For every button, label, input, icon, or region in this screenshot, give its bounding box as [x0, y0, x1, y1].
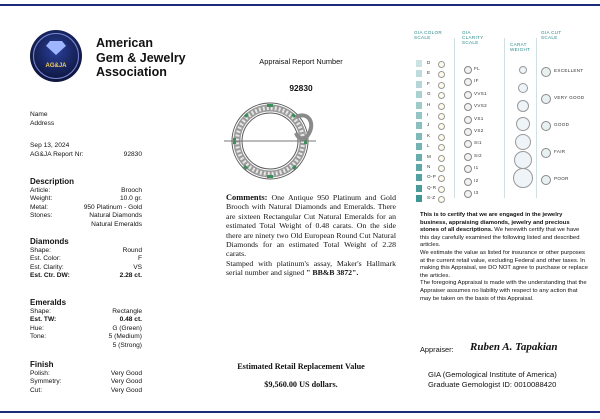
sep-color: [454, 38, 455, 198]
color-diamond-icon: [438, 82, 445, 89]
color-grade-swatch: [416, 143, 422, 150]
color-grade: F: [427, 80, 431, 86]
cut-diamond-icon: [541, 67, 551, 77]
emeralds-value: 5 (Medium): [108, 333, 142, 341]
color-diamond-icon: [438, 61, 445, 68]
description-value: Brooch: [121, 187, 142, 194]
color-scale-head: GIA COLOR SCALE: [414, 30, 442, 40]
color-diamond-icon: [438, 155, 445, 162]
carat-diamond-icon: [519, 66, 527, 74]
emeralds-label: Shape:: [30, 308, 51, 315]
cut-diamond-icon: [541, 121, 551, 131]
emeralds-value: G (Green): [112, 324, 142, 332]
clarity-diamond-icon: [464, 78, 472, 86]
emeralds-label: Est. TW:: [30, 316, 57, 324]
color-grade: K: [427, 132, 431, 138]
color-grade: H: [427, 101, 431, 107]
color-grade-swatch: [416, 60, 422, 67]
clarity-grade: I2: [474, 177, 479, 183]
diamonds-title: Diamonds: [30, 237, 69, 246]
emeralds-label: Tone:: [30, 333, 47, 341]
clarity-grade: SI1: [474, 140, 482, 146]
diamonds-value: F: [137, 255, 142, 263]
clarity-diamond-icon: [464, 165, 472, 173]
color-grade-swatch: [416, 174, 422, 181]
finish-label: Cut:: [30, 386, 43, 394]
appraiser-label: Appraiser:: [420, 345, 454, 354]
report-title: Appraisal Report Number: [259, 57, 343, 66]
color-grade-swatch: [416, 164, 422, 171]
color-diamond-icon: [438, 196, 445, 203]
clarity-grade: FL: [474, 66, 480, 71]
comments-text: One Antique 950 Platinum and Gold Brooch with Natural Diamonds and Emeralds. There are sixteen Rectangular Cut Natural Emeralds for an estimated Total Weight of 0.48 carats. On the side there are ninety two Old European Round Cut Natural Diamonds for an estimated Total Weight of 2.28 carats.: [226, 193, 396, 259]
finish-label: Polish:: [30, 370, 50, 377]
color-diamond-icon: [438, 103, 445, 110]
color-grade-swatch: [416, 112, 422, 119]
top-border: [0, 4, 600, 6]
clarity-grade: VS1: [474, 115, 484, 121]
cut-diamond-icon: [541, 94, 551, 104]
description-label: Weight:: [30, 195, 53, 203]
color-diamond-icon: [438, 92, 445, 99]
clarity-grade: I1: [474, 165, 479, 171]
appraiser-credential-1: GIA (Gemological Institute of America): [428, 370, 557, 379]
address-label: Address: [30, 120, 55, 127]
emeralds-title: Emeralds: [30, 298, 67, 307]
color-grade-swatch: [416, 185, 422, 192]
color-diamond-icon: [438, 144, 445, 151]
color-diamond-icon: [438, 175, 445, 182]
clarity-grade: SI2: [474, 152, 482, 158]
clarity-diamond-icon: [464, 91, 472, 99]
clarity-diamond-icon: [464, 140, 472, 148]
cut-grade: FAIR: [554, 149, 566, 154]
carat-diamond-icon: [517, 100, 529, 112]
report-nr-value: 92830: [123, 151, 142, 158]
carat-weight-head: CARAT WEIGHT: [510, 42, 531, 52]
color-grade-swatch: [416, 195, 422, 202]
comments-block: [226, 193, 396, 278]
carat-diamond-icon: [514, 151, 532, 169]
cut-grade: POOR: [554, 176, 569, 181]
comments-signed: " BB&B 3872".: [306, 268, 359, 278]
color-diamond-icon: [438, 186, 445, 193]
color-diamond-icon: [438, 113, 445, 120]
color-grade-swatch: [416, 122, 422, 129]
clarity-diamond-icon: [464, 116, 472, 124]
description-value: Natural Emeralds: [91, 220, 142, 228]
appraiser-credential-2: Graduate Gemologist ID: 0010088420: [428, 380, 557, 389]
emeralds-value: 5 (Strong): [112, 341, 142, 349]
cut-grade: GOOD: [554, 122, 570, 127]
carat-diamond-icon: [516, 117, 530, 131]
color-grade-swatch: [416, 91, 422, 98]
color-grade: O-P: [427, 174, 437, 180]
color-grade: D: [427, 60, 431, 65]
description-value: 950 Platinum - Gold: [83, 203, 142, 211]
description-label: Stones:: [30, 212, 53, 220]
diamonds-label: Est. Ctr. DW:: [30, 272, 70, 280]
carat-diamond-icon: [518, 83, 528, 93]
sep-clarity: [504, 38, 505, 198]
diamonds-label: Est. Clarity:: [30, 263, 64, 271]
cut-scale-head: GIA CUT SCALE: [541, 30, 562, 40]
diamonds-label: Shape:: [30, 247, 51, 254]
clarity-diamond-icon: [464, 153, 472, 161]
carat-diamond-icon: [515, 134, 531, 150]
cut-diamond-icon: [541, 148, 551, 158]
color-grade-swatch: [416, 133, 422, 140]
cut-grade: EXCELLENT: [554, 68, 584, 73]
description-value: 10.0 gr.: [120, 195, 142, 203]
clarity-grade: VVS2: [474, 103, 487, 109]
clarity-scale-head: GIA CLARITY SCALE: [462, 30, 484, 45]
clarity-diamond-icon: [464, 178, 472, 186]
diamonds-value: VS: [133, 263, 142, 271]
report-date: Sep 13, 2024: [30, 142, 70, 149]
emeralds-value: Rectangle: [112, 308, 142, 315]
color-grade: S-Z: [427, 195, 436, 201]
color-grade: I: [427, 112, 429, 117]
finish-title: Finish: [30, 360, 54, 369]
finish-label: Symmetry:: [30, 378, 62, 386]
clarity-diamond-icon: [464, 128, 472, 136]
color-grade: G: [427, 91, 431, 97]
description-label: Metal:: [30, 203, 48, 211]
color-diamond-icon: [438, 123, 445, 130]
report-nr-label: AG&JA Report Nr:: [30, 151, 84, 158]
sep-carat: [536, 38, 537, 198]
brooch-image: [212, 95, 324, 187]
finish-value: Very Good: [110, 386, 142, 394]
organization-name: American Gem & Jewelry Association: [96, 36, 186, 79]
description-value: Natural Diamonds: [89, 212, 142, 220]
clarity-diamond-icon: [464, 190, 472, 198]
diamonds-value: 2.28 ct.: [119, 272, 142, 280]
finish-value: Very Good: [110, 378, 142, 386]
color-grade-swatch: [416, 70, 422, 77]
color-grade-swatch: [416, 102, 422, 109]
clarity-grade: I3: [474, 190, 479, 195]
color-grade-swatch: [416, 154, 422, 161]
clarity-grade: VVS1: [474, 90, 487, 96]
description-title: Description: [30, 177, 75, 186]
cut-diamond-icon: [541, 175, 551, 185]
appraiser-signature: Ruben A. Tapakian: [470, 341, 558, 353]
description-label: Article:: [30, 187, 51, 194]
finish-value: Very Good: [110, 370, 142, 377]
color-diamond-icon: [438, 165, 445, 172]
color-grade: N: [427, 164, 431, 169]
color-grade: Q-R: [427, 184, 437, 190]
color-grade: L: [427, 143, 430, 149]
name-label: Name: [30, 111, 48, 118]
color-grade-swatch: [416, 81, 422, 88]
clarity-diamond-icon: [464, 103, 472, 111]
report-number: 92830: [289, 83, 313, 93]
clarity-diamond-icon: [464, 66, 472, 74]
clarity-grade: IF: [474, 78, 479, 84]
clarity-grade: VS2: [474, 128, 484, 133]
bottom-border: [0, 411, 600, 413]
certification-text: This is to certify that we are engaged in the jewelry business, appraising diamonds, jewelry and precious stones of all descriptions. We herewith certify that we have this day carefully examined the following listed and described articles. We estimate the value as listed for insurance or other purposes at the current retail value, excluding Federal and other taxes. In making this Appraisal, we DO NOT agree to purchase or replace the articles. The foregoing Appraisal is made with the understanding that the Appraiser assumes no liability with respect to any action that may be taken on the basis of this Appraisal.: [420, 212, 588, 302]
association-logo: AG&JA: [30, 30, 82, 82]
comments-label: Comments:: [226, 193, 268, 202]
color-diamond-icon: [438, 134, 445, 141]
color-diamond-icon: [438, 71, 445, 78]
emeralds-label: Hue:: [30, 324, 44, 332]
grading-scales: [414, 30, 594, 200]
cut-grade: VERY GOOD: [554, 95, 585, 100]
color-grade: J: [427, 122, 430, 128]
color-grade: E: [427, 70, 431, 76]
valuation-amount: $9,560.00 US dollars.: [264, 380, 338, 389]
color-grade: M: [427, 153, 432, 159]
carat-diamond-icon: [513, 168, 533, 188]
diamonds-value: Round: [122, 247, 142, 254]
valuation-title: Estimated Retail Replacement Value: [237, 362, 365, 371]
diamonds-label: Est. Color:: [30, 255, 61, 263]
comments-stamp: Stamped with platinum's assay, Maker's Hallmark serial number and signed: [226, 258, 396, 278]
emeralds-value: 0.48 ct.: [119, 316, 142, 324]
